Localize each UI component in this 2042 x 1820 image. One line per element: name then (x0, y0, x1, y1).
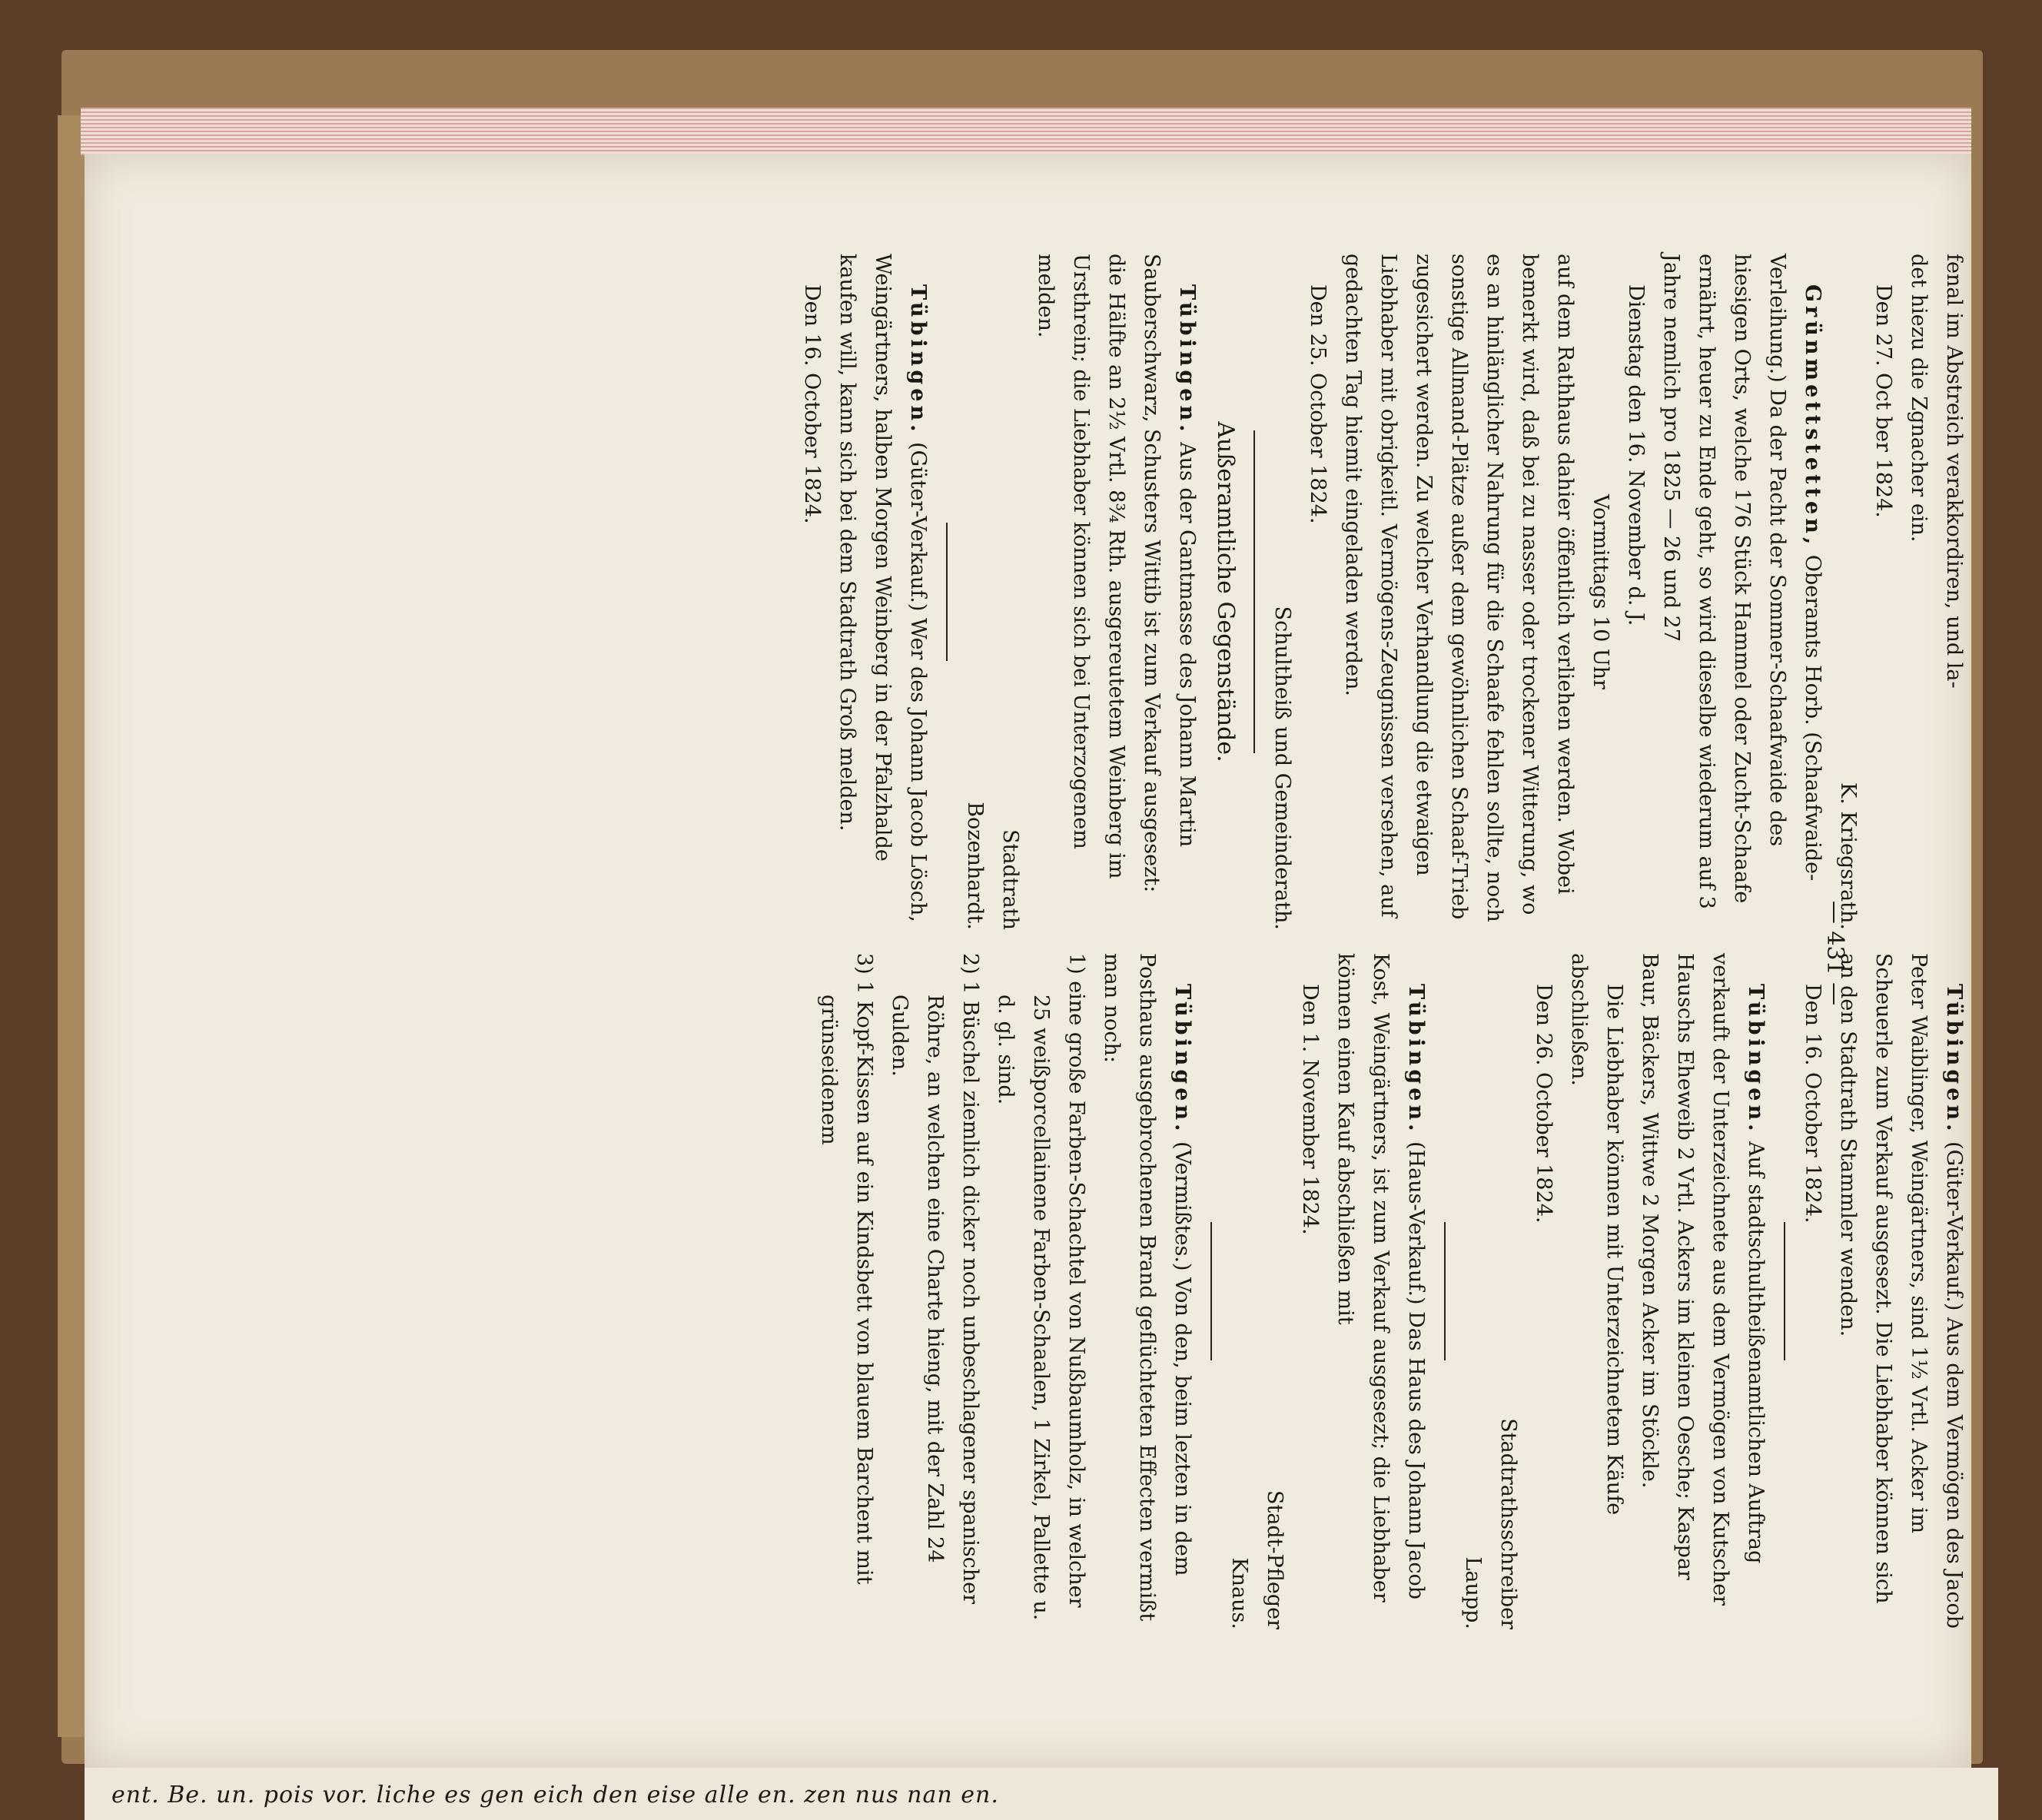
separator-rule (1444, 1222, 1446, 1360)
right-paragraph: Den 26. October 1824. (1532, 984, 1556, 1224)
book-spine-edge (58, 115, 88, 1737)
place-name: Grünmettstetten, (1801, 284, 1825, 549)
list-item: 1) eine große Farben-Schachtel von Nußbaumholz, in welcher 25 weißporcellainene Farben-Schaalen, 1 Zirkel, Pallette u. d. gl. sind. (994, 953, 1088, 1621)
list-item: 2) 1 Büschel ziemlich dicker noch unbeschlagener spanischer Röhre, an welchen eine Charte hieng, mit der Zahl 24 Gulden. (888, 953, 982, 1605)
left-paragraph: det hiezu die Zgnacher ein. (1907, 254, 1931, 543)
facing-page-fragment: ent. Be. un. pois vor. liche es gen eich den eise alle en. zen nus nan en. (111, 1782, 999, 1808)
right-paragraph: Tübingen. (Güter-Verkauf.) Aus dem Vermögen des Jacob Peter Waiblinger, Weingärtners, sind 1½ Vrtl. Acker im Scheuerle zum Verkauf ausgesezt. Die Liebhaber können sich an den Stadtrath Stammler wenden. (1836, 953, 1966, 1629)
left-paragraph: fenal im Abstreich verakkordiren, und la- (1942, 254, 1966, 689)
list-item: 3) 1 Kopf-Kissen auf ein Kindsbett von blauem Barchent mit grünseidenem (817, 953, 876, 1585)
left-paragraph: Den 25. October 1824. (1306, 284, 1330, 524)
right-paragraph: Die Liebhaber können mit Unterzeichnetem Käufe abschließen. (1567, 953, 1626, 1516)
place-name: Tübingen. (1744, 984, 1768, 1135)
left-paragraph: Tübingen. Aus der Gantmasse des Johann Martin Sauberschwarz, Schusters Wittib ist zum Verkauf ausgesezt: die Hälfte an 2½ Vrtl. 8¾ Rth. ausgereutetem Weinberg im Ursthrein; die Liebhaber können sich bei Unterzogenem melden. (1034, 254, 1199, 893)
right-paragraph: Den 1. November 1824. (1298, 984, 1322, 1235)
left-paragraph: Vormittags 10 Uhr (1589, 494, 1612, 689)
place-name: Tübingen. (906, 284, 930, 436)
place-name: Tübingen. (1404, 984, 1428, 1135)
right-paragraph: Den 16. October 1824. (1801, 984, 1825, 1224)
left-paragraph: Tübingen. (Güter-Verkauf.) Wer des Johann Jacob Lösch, Weingärtners, halben Morgen Weinberg in der Pfalzhalde kaufen will, kann sich bei dem Stadtrath Groß melden. (835, 254, 930, 922)
left-column (794, 254, 1971, 930)
place-name: Tübingen. (1170, 984, 1194, 1135)
left-paragraph: Den 27. Oct ber 1824. (1871, 284, 1895, 518)
left-paragraph: Bozenhardt. (963, 802, 987, 930)
place-name: Tübingen. (1942, 984, 1966, 1135)
left-paragraph: Grünmettstetten, Oberamts Horb. (Schaafwaide-Verleihung.) Da der Pacht der Sommer-Schaafwaide des hiesigen Orts, welche 176 Stück Hammel oder Zucht-Schaafe ernährt, heuer zu Ende geht, so wird dieselbe wiederum auf 3 Jahre nemlich pro 1825 — 26 und 27 (1659, 254, 1825, 909)
right-paragraph: Stadt-Pfleger (1263, 1490, 1287, 1629)
left-paragraph: Den 16. October 1824. (800, 284, 824, 524)
separator-rule (1210, 1222, 1212, 1360)
right-paragraph: Tübingen. (Vermißtes.) Von den, beim lezten in dem Posthaus ausgebrochenen Brand geflüchteten Effecten vermißt man noch: (1100, 953, 1194, 1622)
right-column (811, 953, 1971, 1629)
separator-rule (1253, 430, 1255, 753)
left-paragraph: auf dem Rathhaus dahier öffentlich verliehen werden. Wobei bemerkt wird, daß bei zu nasser oder trockener Witterung, wo es an hinlänglicher Nahrung für die Schaafe fehlen sollte, noch sonstige Allmand-Plätze außer dem gewöhnlichen Schaaf-Trieb zugesichert werden. Zu welcher Verhandlung die etwaigen Liebhaber mit obrigkeitl. Vermögens-Zeugnissen versehen, auf gedachten Tag hiemit eingeladen werden. (1341, 254, 1577, 922)
page-number: — 431 — (1821, 900, 1848, 1006)
left-paragraph: Stadtrath (998, 829, 1022, 930)
section-heading: Außeramtliche Gegenstände. (1212, 421, 1239, 762)
separator-rule (1784, 1222, 1785, 1360)
separator-rule (946, 523, 948, 661)
left-paragraph: K. Kriegsrath. (1836, 782, 1860, 930)
missing-items-list (811, 953, 1094, 1629)
right-paragraph: Tübingen. Auf stadtschultheißenamtlichen Auftrag verkauft der Unterzeichnete aus dem Vermögen von Kutscher Hauschs Eheweib 2 Vrtl. Ackers im kleinen Oesche; Kaspar Baur, Bäckers, Wittwe 2 Morgen Acker im Stöckle. (1638, 953, 1768, 1606)
left-paragraph: Dienstag den 16. November d. J. (1624, 284, 1648, 626)
right-paragraph: Knaus. (1227, 1557, 1251, 1629)
right-paragraph: Stadtrathsschreiber (1496, 1418, 1520, 1629)
page-edges (81, 108, 1971, 155)
book-page (85, 154, 1971, 1768)
place-name: Tübingen. (1175, 284, 1199, 436)
right-paragraph: Laupp. (1461, 1556, 1485, 1629)
left-paragraph: Schultheiß und Gemeinderath. (1270, 606, 1294, 930)
right-paragraph: Tübingen. (Haus-Verkauf.) Das Haus des Johann Jacob Kost, Weingärtners, ist zum Verkauf ausgesezt; die Liebhaber können einen Kauf abschließen mit (1333, 953, 1428, 1602)
rotated-text-block (85, 154, 1971, 1768)
